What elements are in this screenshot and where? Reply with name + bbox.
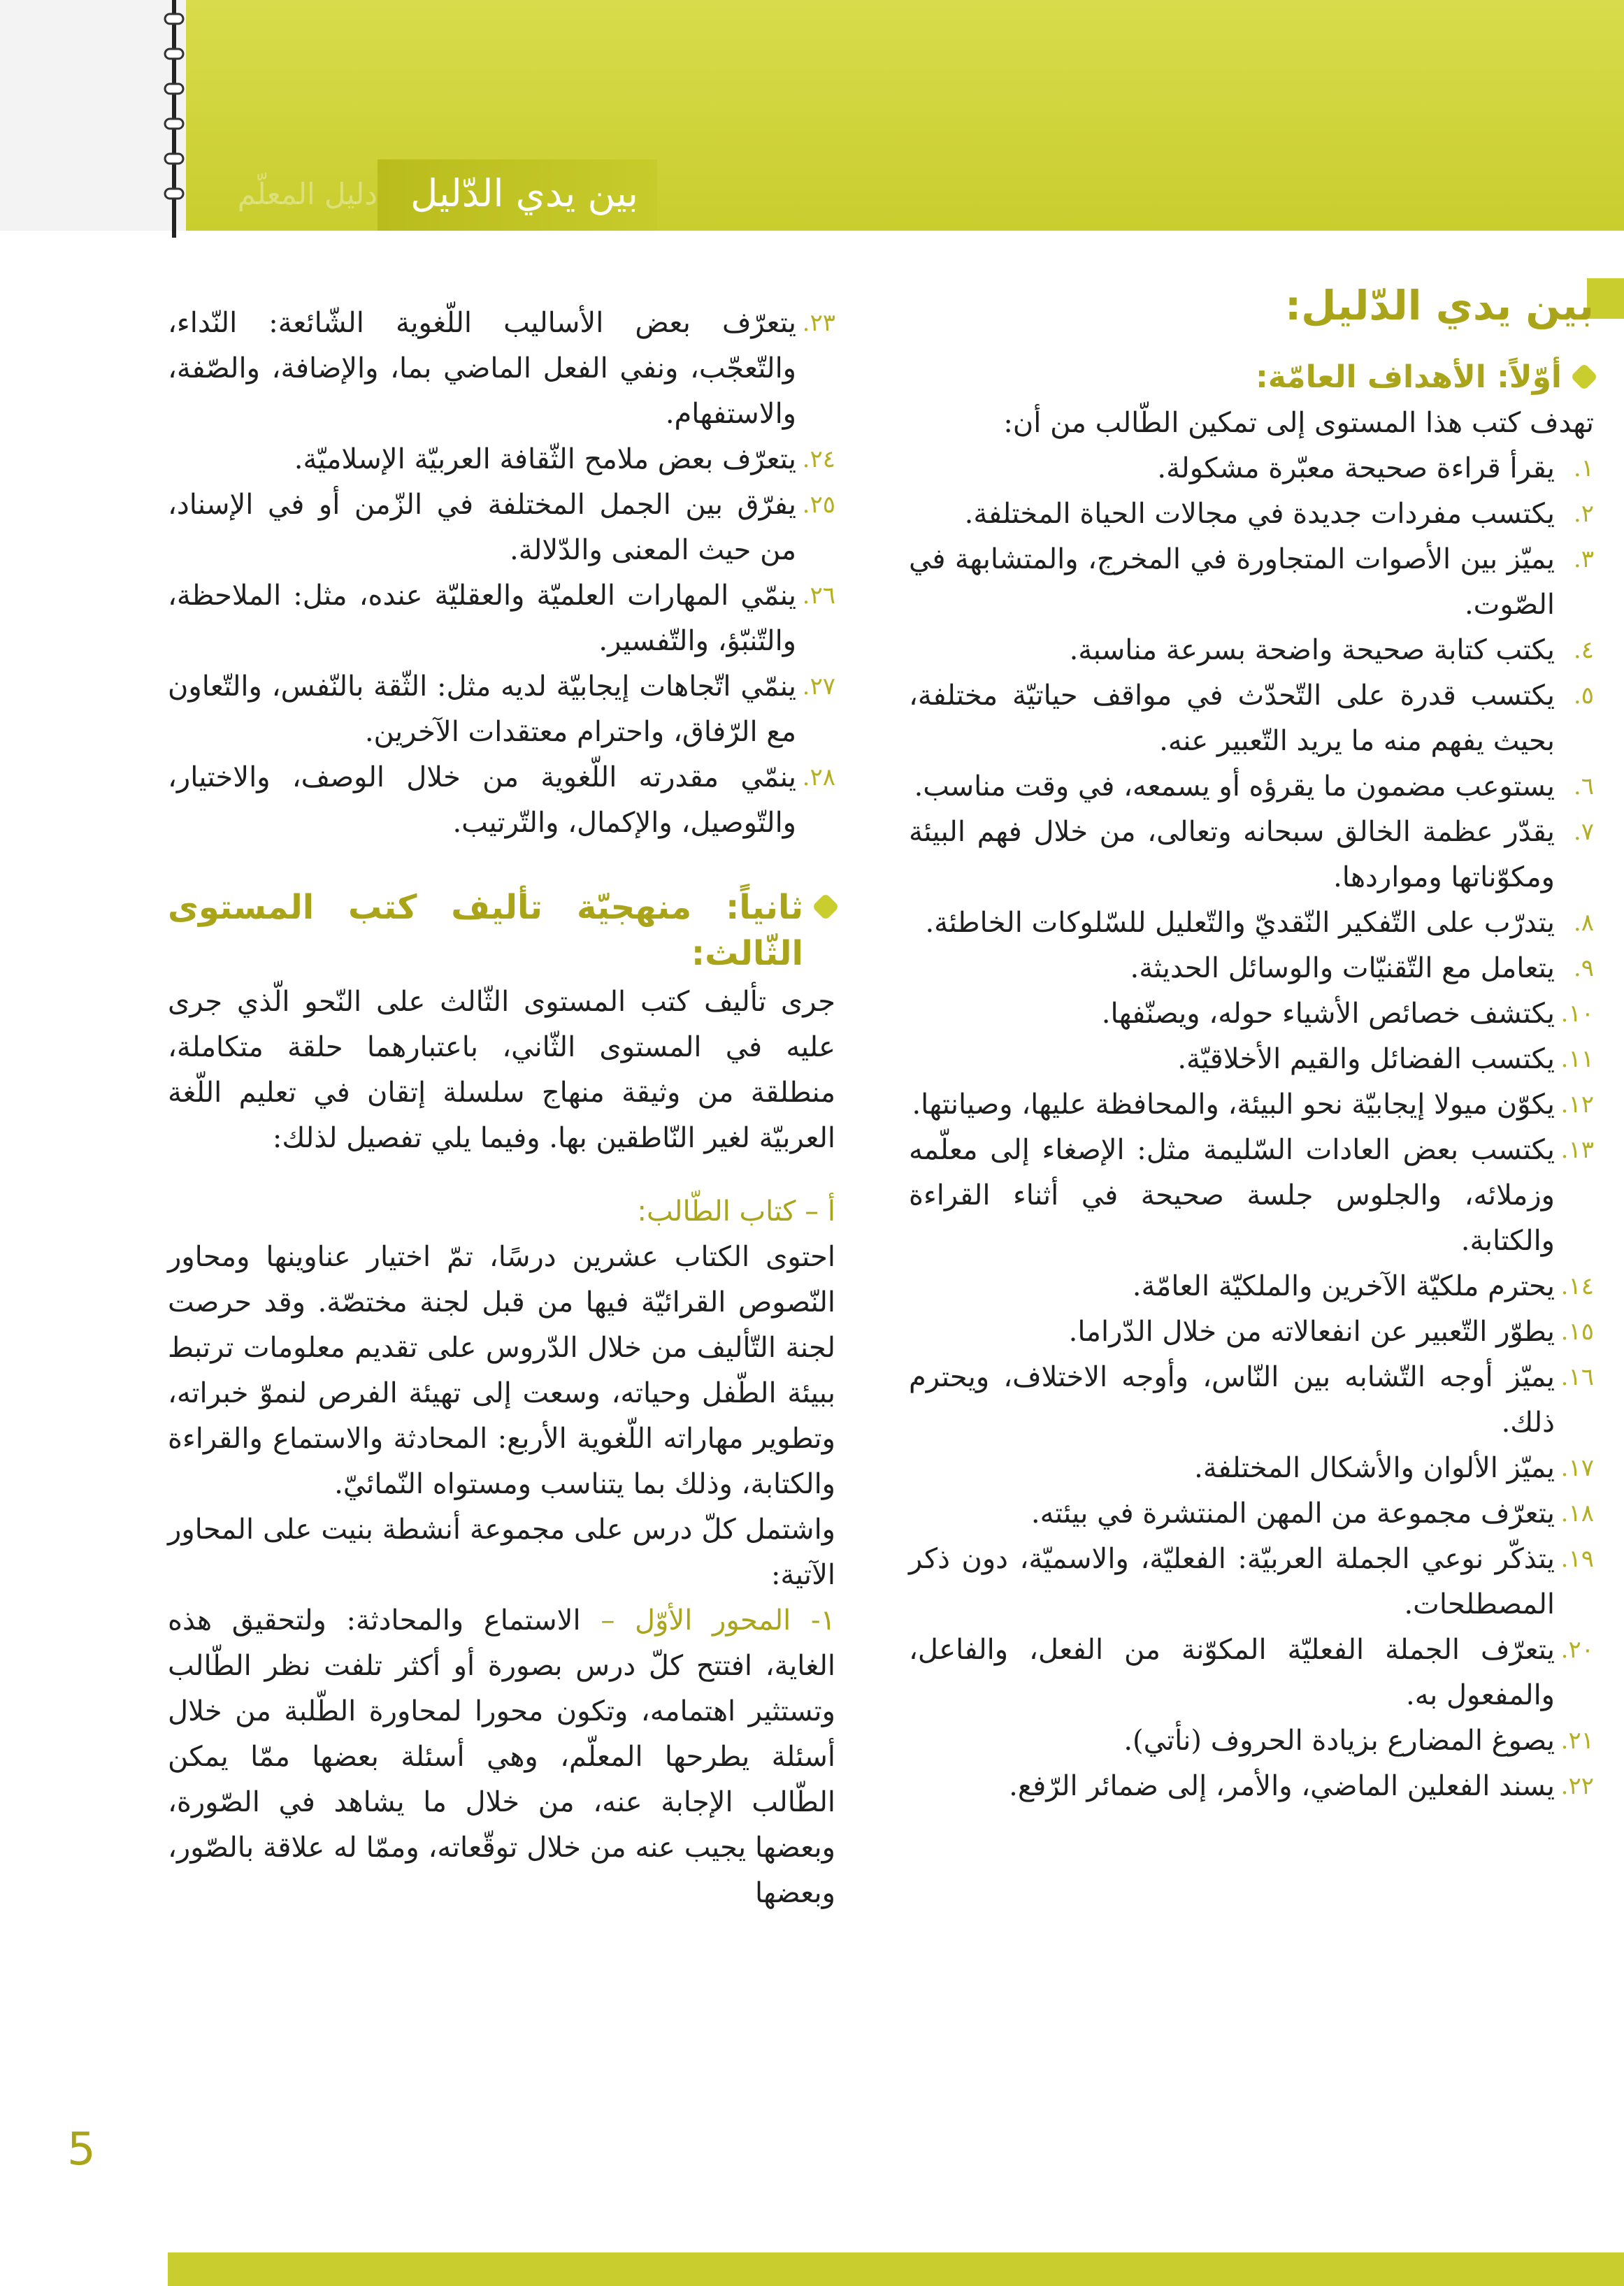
list-item (909, 491, 1594, 537)
list-item (909, 810, 1594, 900)
item-number: ٤. (1573, 636, 1594, 664)
list-item (909, 1128, 1594, 1264)
paragraph-2: واشتمل كلّ درس على مجموعة أنشطة بنيت على المحاور الآتية: (168, 1514, 835, 1591)
item-text: يصوغ المضارع بزيادة الحروف (نأتي). (1123, 1725, 1555, 1757)
item-text: يتعرّف الجملة الفعليّة المكوّنة من الفعل، والفاعل، والمفعول به. (909, 1634, 1555, 1711)
bullet-icon (1570, 363, 1598, 391)
list-item (909, 1037, 1594, 1082)
binding-spiral (162, 0, 186, 238)
left-column (168, 301, 835, 1916)
list-item (909, 1718, 1594, 1764)
axis-text: الاستماع والمحادثة: ولتحقيق هذه الغاية، افتتح كلّ درس بصورة أو أكثر تلفت نظر الطّالب وتستثير اهتمامه، وتكون محورا لمحاورة الطّلبة من خلال أسئلة يطرحها المعلّم، وهي أسئلة بعضها ممّا يمكن الطّالب الإجابة عنه، من خلال ما يشاهد في الصّورة، وبعضها يجيب عنه من خلال توقّعاته، وممّا له علاقة بالصّور، وبعضها (168, 1604, 836, 1909)
item-text: يكوّن ميولا إيجابيّة نحو البيئة، والمحافظة عليها، وصيانتها. (912, 1088, 1555, 1121)
list-item (168, 437, 835, 482)
list-item (909, 946, 1594, 991)
section1-heading (909, 354, 1594, 401)
page-number: 5 (67, 2124, 96, 2176)
list-item (909, 446, 1594, 491)
item-text: يكتسب الفضائل والقيم الأخلاقيّة. (1177, 1043, 1555, 1075)
section2-heading (168, 884, 835, 977)
item-text: يتدرّب على التّفكير النّقديّ والتّعليل للسّلوكات الخاطئة. (925, 907, 1555, 939)
axis-label: ١- المحور الأوّل – (601, 1604, 836, 1637)
item-number: ١٠. (1560, 1000, 1594, 1028)
item-number: ٢٥. (802, 491, 835, 519)
item-number: ١٦. (1560, 1363, 1594, 1391)
item-number: ٥. (1573, 682, 1594, 710)
list-item (909, 628, 1594, 673)
item-text: يكتب كتابة صحيحة واضحة بسرعة مناسبة. (1069, 634, 1555, 666)
item-number: ٢٤. (802, 445, 835, 473)
item-number: ١. (1573, 454, 1594, 482)
item-number: ٧. (1573, 818, 1594, 846)
list-item (168, 482, 835, 573)
list-item (168, 573, 835, 664)
item-number: ١٨. (1560, 1500, 1594, 1527)
list-item (909, 1491, 1594, 1537)
list-item (909, 1764, 1594, 1809)
list-item (909, 1537, 1594, 1627)
item-text: يقرأ قراءة صحيحة معبّرة مشكولة. (1157, 452, 1555, 484)
item-number: ٢٣. (802, 309, 835, 337)
item-number: ٣. (1573, 545, 1594, 573)
section2-title: ثانياً: منهجيّة تأليف كتب المستوى الثّالث: (168, 888, 803, 973)
item-number: ١٣. (1560, 1136, 1594, 1164)
footer-bar (168, 2252, 1624, 2286)
item-text: يميّز أوجه التّشابه بين النّاس، وأوجه الاختلاف، ويحترم ذلك. (909, 1361, 1555, 1439)
item-text: يميّز الألوان والأشكال المختلفة. (1194, 1452, 1555, 1484)
item-text: ينمّي المهارات العلميّة والعقليّة عنده، مثل: الملاحظة، والتّنبّؤ، والتّفسير. (168, 580, 796, 657)
bullet-icon (812, 893, 840, 921)
item-number: ١١. (1560, 1045, 1594, 1073)
item-text: يستوعب مضمون ما يقرؤه أو يسمعه، في وقت مناسب. (914, 770, 1555, 803)
item-text: ينمّي اتّجاهات إيجابيّة لديه مثل: الثّقة بالنّفس، والتّعاون مع الرّفاق، واحترام معتقدات الآخرين. (168, 670, 796, 748)
section1-title: أوّلاً: الأهداف العامّة: (1256, 359, 1562, 395)
item-number: ١٩. (1560, 1545, 1594, 1573)
item-number: ٨. (1573, 909, 1594, 937)
goals-intro: تهدف كتب هذا المستوى إلى تمكين الطّالب من أن: (1003, 407, 1594, 439)
list-item (909, 764, 1594, 810)
item-text: يطوّر التّعبير عن انفعالاته من خلال الدّراما. (1068, 1316, 1555, 1348)
item-number: ٢٨. (802, 763, 835, 791)
list-item (909, 673, 1594, 764)
list-item (909, 1309, 1594, 1355)
item-text: يكتسب مفردات جديدة في مجالات الحياة المختلفة. (964, 498, 1555, 530)
running-header-faint: دليل المعلّم (237, 177, 378, 211)
item-text: يتعرّف بعض ملامح الثّقافة العربيّة الإسلاميّة. (294, 443, 796, 475)
item-text: يقدّر عظمة الخالق سبحانه وتعالى، من خلال فهم البيئة ومكوّناتها ومواردها. (909, 816, 1555, 893)
item-text: يكتسب قدرة على التّحدّث في مواقف حياتيّة مختلفة، بحيث يفهم منه ما يريد التّعبير عنه. (909, 680, 1555, 757)
item-text: يتعرّف مجموعة من المهن المنتشرة في بيئته. (1030, 1497, 1555, 1530)
item-text: يكتسب بعض العادات السّليمة مثل: الإصغاء إلى معلّمه وزملائه، والجلوس جلسة صحيحة في أثناء القراءة والكتابة. (909, 1134, 1555, 1257)
item-text: ينمّي مقدرته اللّغوية من خلال الوصف، والاختيار، والتّوصيل، والإكمال، والتّرتيب. (168, 761, 796, 839)
section2-paragraph: جرى تأليف كتب المستوى الثّالث على النّحو الّذي جرى عليه في المستوى الثّاني، باعتبارهما حلقة متكاملة، منطلقة من وثيقة منهاج سلسلة إتقان في تعليم اللّغة العربيّة لغير النّاطقين بها. وفيما يلي تفصيل لذلك: (168, 986, 835, 1154)
right-column (909, 276, 1594, 1809)
item-text: يكتشف خصائص الأشياء حوله، ويصنّفها. (1101, 998, 1555, 1030)
paragraph-3 (168, 1598, 835, 1916)
item-number: ٩. (1573, 954, 1594, 982)
item-text: يتعرّف بعض الأساليب اللّغوية الشّائعة: النّداء، والتّعجّب، ونفي الفعل الماضي بما، والإضافة، والصّفة، والاستفهام. (168, 307, 796, 430)
item-text: يتذكّر نوعي الجملة العربيّة: الفعليّة، والاسميّة، دون ذكر المصطلحات. (909, 1543, 1555, 1620)
item-number: ٢. (1573, 500, 1594, 528)
item-number: ١٢. (1560, 1091, 1594, 1119)
list-item (909, 1627, 1594, 1718)
item-number: ١٤. (1560, 1272, 1594, 1300)
item-text: يتعامل مع التّقنيّات والوسائل الحديثة. (1130, 952, 1555, 984)
item-number: ٢٧. (802, 673, 835, 700)
item-text: يحترم ملكيّة الآخرين والملكيّة العامّة. (1132, 1270, 1555, 1302)
page-heading: بين يدي الدّليل: (1284, 282, 1594, 329)
list-item (909, 900, 1594, 946)
list-item (909, 1446, 1594, 1491)
subheading-student-book: أ – كتاب الطّالب: (637, 1195, 835, 1228)
item-number: ٢٠. (1560, 1636, 1594, 1664)
running-header-title: بين يدي الدّليل (410, 171, 638, 215)
list-item (909, 1082, 1594, 1128)
item-number: ٢٦. (802, 582, 835, 610)
item-number: ١٥. (1560, 1318, 1594, 1346)
paragraph-1: احتوى الكتاب عشرين درسًا، تمّ اختيار عناوينها ومحاور النّصوص القرائيّة فيها من قبل لجنة مختصّة. وقد حرصت لجنة التّأليف من خلال الدّروس على تقديم معلومات ترتبط ببيئة الطّفل وحياته، وسعت إلى تهيئة الفرص لنموّ خبراته، وتطوير مهاراته اللّغوية الأربع: المحادثة والاستماع والقراءة والكتابة، وذلك بما يتناسب ومستواه النّمائيّ. (168, 1241, 835, 1500)
item-number: ١٧. (1560, 1454, 1594, 1482)
item-number: ٦. (1573, 772, 1594, 800)
list-item (909, 1355, 1594, 1446)
list-item (168, 301, 835, 437)
list-item (168, 664, 835, 755)
item-number: ٢١. (1560, 1727, 1594, 1755)
list-item (168, 755, 835, 846)
list-item (909, 537, 1594, 628)
list-item (909, 1264, 1594, 1309)
list-item (909, 991, 1594, 1037)
item-text: يميّز بين الأصوات المتجاورة في المخرج، والمتشابهة في الصّوت. (909, 543, 1555, 621)
item-text: يفرّق بين الجمل المختلفة في الزّمن أو في الإسناد، من حيث المعنى والدّلالة. (168, 489, 796, 566)
item-text: يسند الفعلين الماضي، والأمر، إلى ضمائر الرّفع. (1009, 1770, 1555, 1802)
item-number: ٢٢. (1560, 1772, 1594, 1800)
